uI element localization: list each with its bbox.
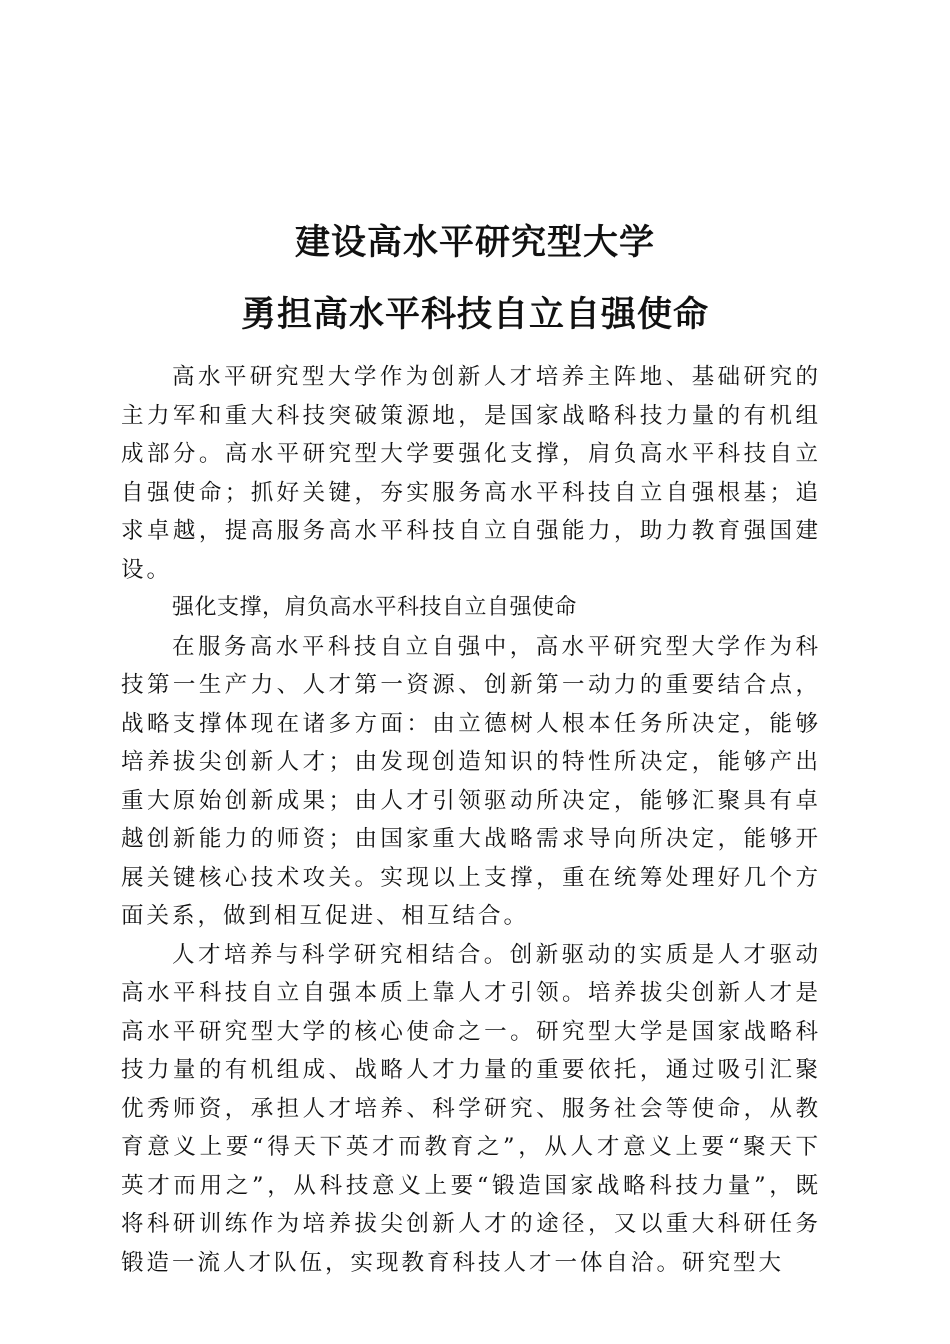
document-body [121, 358, 821, 1282]
document-title-line-2: 勇担高水平科技自立自强使命 [240, 294, 709, 336]
body-paragraph: 在服务高水平科技自立自强中，高水平研究型大学作为科技第一生产力、人才第一资源、创新第一动力的重要结合点，战略支撑体现在诸多方面：由立德树人根本任务所决定，能够培养拔尖创新人才；由发现创造知识的特性所决定，能够产出重大原始创新成果；由人才引领驱动所决定，能够汇聚具有卓越创新能力的师资；由国家重大战略需求导向所决定，能够开展关键核心技术攻关。实现以上支撑，重在统筹处理好几个方面关系，做到相互促进、相互结合。 [121, 633, 821, 929]
body-paragraph: 人才培养与科学研究相结合。创新驱动的实质是人才驱动高水平科技自立自强本质上靠人才引领。培养拔尖创新人才是高水平研究型大学的核心使命之一。研究型大学是国家战略科技力量的有机组成、战略人才力量的重要依托，通过吸引汇聚优秀师资，承担人才培养、科学研究、服务社会等使命，从教育意义上要“得天下英才而教育之”，从人才意义上要“聚天下英才而用之”，从科技意义上要“锻造国家战略科技力量”，既将科研训练作为培养拔尖创新人才的途径，又以重大科研任务锻造一流人才队伍，实现教育科技人才一体自洽。研究型大 [121, 941, 821, 1276]
section-heading: 强化支撑，肩负高水平科技自立自强使命 [172, 595, 578, 620]
document-title-line-1: 建设高水平研究型大学 [294, 222, 655, 264]
intro-paragraph: 高水平研究型大学作为创新人才培养主阵地、基础研究的主力军和重大科技突破策源地，是国家战略科技力量的有机组成部分。高水平研究型大学要强化支撑，肩负高水平科技自立自强使命；抓好关键，夯实服务高水平科技自立自强根基；追求卓越，提高服务高水平科技自立自强能力，助力教育强国建设。 [121, 364, 821, 583]
